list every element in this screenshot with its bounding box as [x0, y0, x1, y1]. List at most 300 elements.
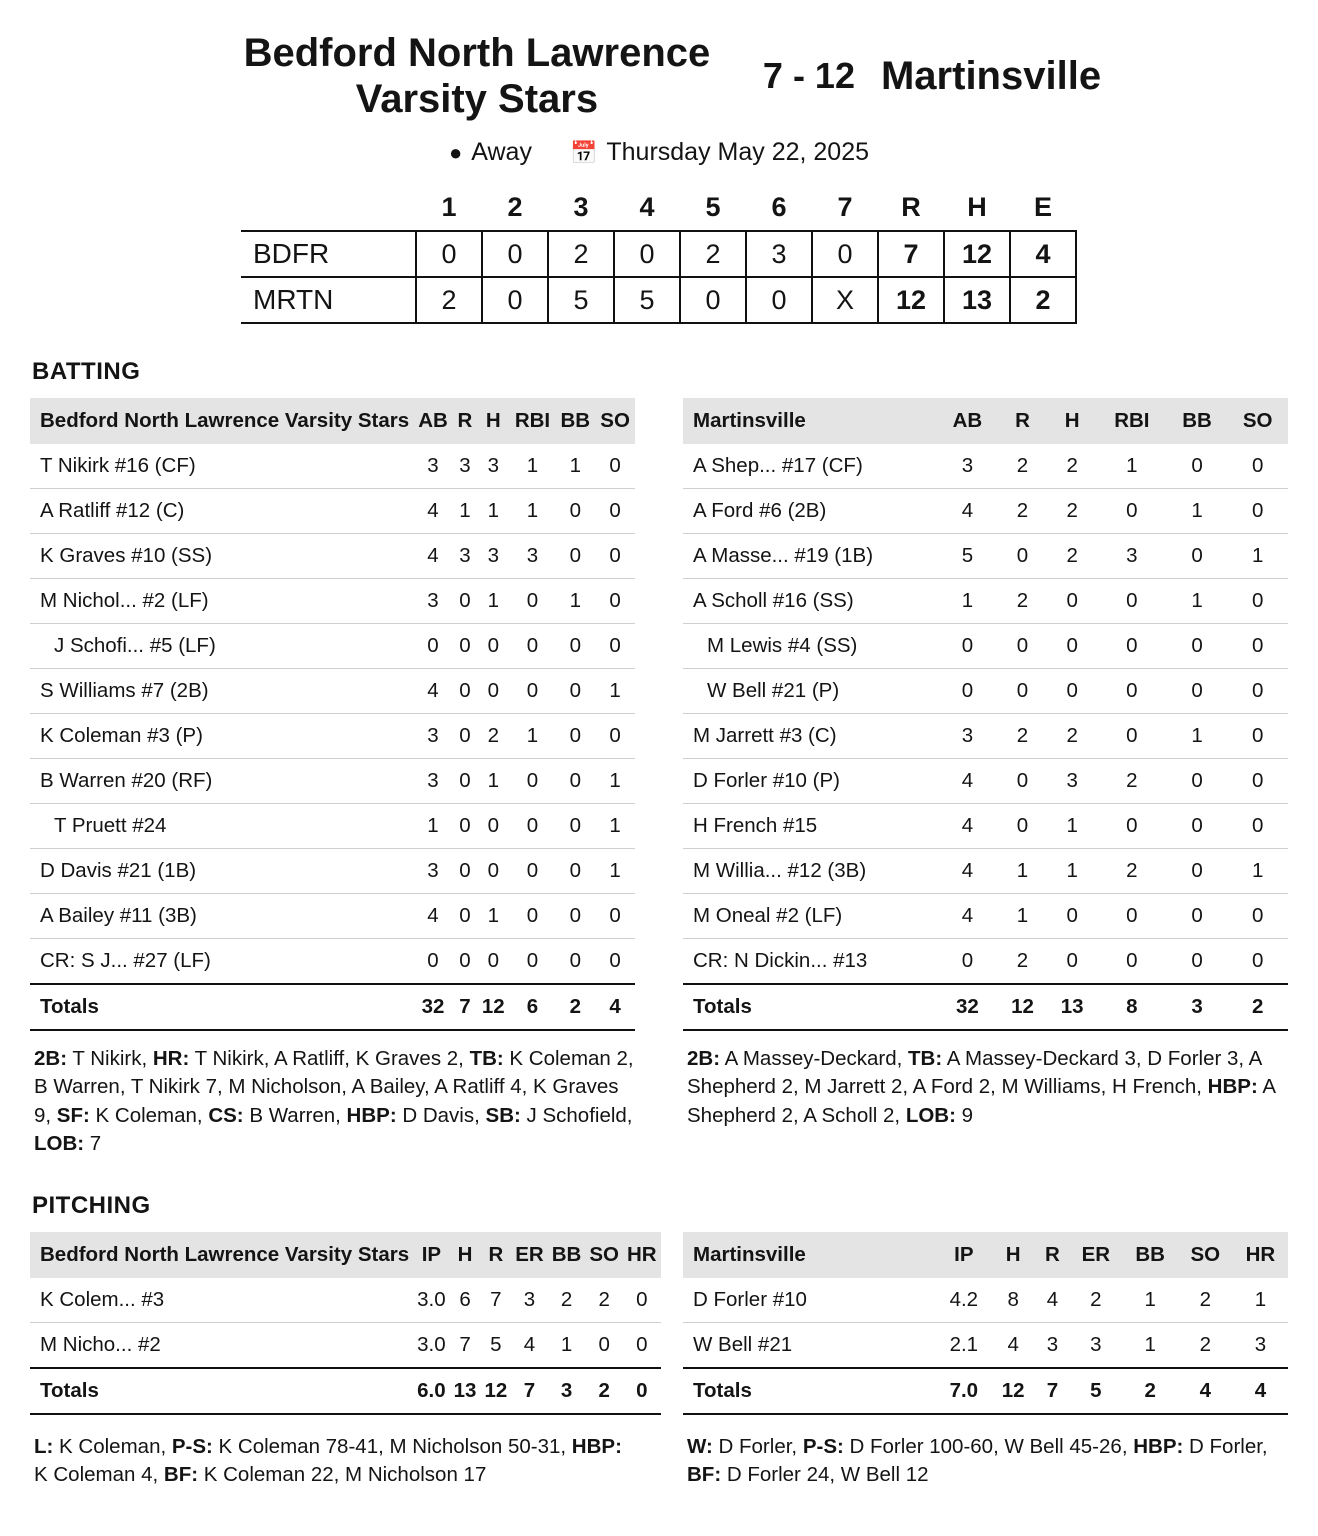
stat-cell: 0 — [998, 624, 1048, 669]
stat-cell: 1 — [1123, 1278, 1178, 1323]
stat-cell: 7 — [480, 1278, 511, 1323]
stat-cell: 0 — [1097, 714, 1167, 759]
stats-team-header: Martinsville — [683, 1232, 937, 1278]
stat-cell: 0 — [510, 669, 556, 714]
table-row — [683, 624, 1288, 669]
stat-cell: 4 — [1036, 1278, 1069, 1323]
player-name-cell: M Willia... #12 (3B) — [683, 849, 937, 894]
totals-cell: 0 — [623, 1368, 661, 1414]
totals-cell: 8 — [1097, 984, 1167, 1030]
stats-column-header: SO — [1178, 1232, 1233, 1278]
player-name-cell: CR: S J... #27 (LF) — [40, 949, 211, 972]
home-team-name: Martinsville — [880, 54, 1102, 98]
totals-cell: 32 — [413, 984, 453, 1030]
linescore-total-cell: 13 — [944, 277, 1010, 323]
stat-cell: 3 — [413, 579, 453, 624]
note-value: 7 — [84, 1131, 102, 1155]
stats-column-header: R — [1036, 1232, 1069, 1278]
note-label: P-S: — [802, 1435, 844, 1459]
table-row — [30, 624, 635, 669]
inning-runs-cell: 0 — [614, 231, 680, 277]
table-row — [30, 1278, 661, 1323]
stat-cell: 3 — [1046, 1333, 1059, 1357]
totals-cell: 12 — [477, 984, 510, 1030]
table-row — [683, 849, 1288, 894]
note-label: CS: — [208, 1103, 244, 1127]
totals-cell: 2 — [1227, 984, 1288, 1030]
player-name-cell: W Bell #21 — [693, 1333, 793, 1357]
note-label: HBP: — [1207, 1075, 1258, 1099]
stat-cell: 0 — [998, 669, 1048, 714]
player-name-cell: A Masse... #19 (1B) — [683, 534, 937, 579]
stat-cell: 4 — [523, 1333, 536, 1357]
stat-cell: 1 — [555, 579, 595, 624]
stat-cell: 3 — [511, 1278, 547, 1323]
inning-runs-cell: 0 — [746, 277, 812, 323]
stat-cell: 3 — [1254, 1333, 1267, 1357]
totals-label: Totals — [30, 1368, 413, 1414]
inning-runs-cell: 5 — [614, 277, 680, 323]
inning-runs-cell: 0 — [482, 231, 548, 277]
table-row — [683, 489, 1288, 534]
stat-cell: 0 — [487, 949, 499, 972]
stat-cell: 0 — [1227, 759, 1288, 804]
player-name-cell: M Jarrett #3 (C) — [683, 714, 937, 759]
note-value: A Massey-Deckard 3, D Forler 3, A Shepherd 2, M Jarrett 2, A Ford 2, M Williams, H French, — [687, 1047, 1262, 1099]
table-row — [30, 759, 635, 804]
stat-cell: 8 — [991, 1278, 1036, 1323]
linescore-container — [30, 185, 1288, 324]
stat-cell: 0 — [555, 669, 595, 714]
table-row — [683, 579, 1288, 624]
inning-runs-cell: 2 — [548, 231, 614, 277]
note-label: L: — [34, 1435, 54, 1459]
stat-cell: 0 — [636, 1333, 648, 1357]
stat-cell: 1 — [510, 489, 556, 534]
totals-cell: 12 — [991, 1368, 1036, 1414]
player-name-cell: K Graves #10 (SS) — [30, 534, 413, 579]
inning-header: 2 — [507, 192, 523, 222]
table-row — [683, 444, 1288, 489]
stat-cell: 0 — [1167, 534, 1228, 579]
stat-cell: 3 — [1090, 1333, 1102, 1357]
stat-cell: 0 — [595, 534, 635, 579]
note-value: J Schofield, — [520, 1103, 633, 1127]
stat-cell: 2 — [998, 489, 1048, 534]
pitching-columns — [30, 1232, 1288, 1490]
table-row — [30, 804, 635, 849]
stat-cell: 0 — [1167, 624, 1228, 669]
stats-column-header: ER — [1069, 1232, 1122, 1278]
inning-runs-cell: X — [812, 277, 878, 323]
stat-cell: 0 — [453, 759, 477, 804]
table-header-row — [683, 1232, 1288, 1278]
player-name-cell: J Schofi... #5 (LF) — [30, 624, 413, 669]
batting-home-table — [683, 398, 1288, 1031]
stat-cell: 4 — [1007, 1333, 1019, 1357]
stat-cell: 0 — [998, 759, 1048, 804]
table-row — [30, 489, 635, 534]
stat-cell: 5 — [937, 534, 998, 579]
stat-cell: 0 — [453, 669, 477, 714]
stat-cell: 0 — [1047, 579, 1097, 624]
stats-column-header: H — [477, 398, 510, 444]
inning-header: 3 — [573, 192, 589, 222]
stat-cell: 0 — [1126, 949, 1138, 972]
stat-cell: 1 — [595, 804, 635, 849]
stat-cell: 1 — [1144, 1333, 1156, 1357]
stats-column-header: R — [998, 398, 1048, 444]
totals-label: Totals — [683, 1368, 937, 1414]
stat-cell: 0 — [1227, 714, 1288, 759]
table-row — [683, 804, 1288, 849]
player-name-cell: M Lewis #4 (SS) — [683, 624, 937, 669]
stat-cell: 2 — [548, 1278, 586, 1323]
stat-cell: 3.0 — [417, 1333, 446, 1357]
stat-cell: 0 — [453, 894, 477, 939]
stat-cell: 4 — [937, 759, 998, 804]
note-label: HR: — [152, 1047, 190, 1070]
stat-cell: 0 — [609, 949, 621, 972]
stat-cell: 0 — [477, 624, 510, 669]
table-row — [30, 894, 635, 939]
totals-cell: 12 — [480, 1368, 511, 1414]
stat-cell: 4 — [413, 534, 453, 579]
stat-cell: 2 — [998, 714, 1048, 759]
stat-cell: 0 — [1227, 669, 1288, 714]
totals-cell: 2 — [585, 1368, 623, 1414]
stat-cell: 3 — [413, 444, 453, 489]
table-row — [683, 939, 1288, 985]
stat-cell: 0 — [1047, 894, 1097, 939]
note-label: HBP: — [1133, 1435, 1184, 1459]
stats-column-header: H — [1047, 398, 1097, 444]
table-row — [30, 714, 635, 759]
pitching-away-notes — [30, 1433, 635, 1490]
player-name-cell: A Scholl #16 (SS) — [683, 579, 937, 624]
totals-cell: 2 — [1123, 1368, 1178, 1414]
stat-cell: 0 — [1227, 624, 1288, 669]
table-row — [30, 669, 635, 714]
stat-cell: 1 — [1233, 1278, 1288, 1323]
totals-cell: 13 — [1047, 984, 1097, 1030]
stat-cell: 0 — [555, 624, 595, 669]
stat-cell: 0 — [1097, 579, 1167, 624]
stat-cell: 0 — [1167, 804, 1228, 849]
stat-cell: 3.0 — [413, 1278, 450, 1323]
player-name-cell: H French #15 — [683, 804, 937, 849]
stat-cell: 4 — [413, 669, 453, 714]
stat-cell: 0 — [555, 714, 595, 759]
stat-cell: 0 — [1227, 894, 1288, 939]
stat-cell: 0 — [453, 579, 477, 624]
stats-column-header: R — [453, 398, 477, 444]
stat-cell: 2 — [1047, 714, 1097, 759]
stat-cell: 2 — [998, 579, 1048, 624]
stat-cell: 2 — [1047, 444, 1097, 489]
stat-cell: 0 — [1227, 804, 1288, 849]
totals-label: Totals — [30, 984, 413, 1030]
stats-column-header: R — [480, 1232, 511, 1278]
stats-column-header: AB — [937, 398, 998, 444]
totals-cell: 6.0 — [413, 1368, 450, 1414]
stat-cell: 0 — [598, 1333, 610, 1357]
stat-cell: 0 — [1167, 849, 1228, 894]
stat-cell: 1 — [555, 444, 595, 489]
linescore-total-cell: 12 — [944, 231, 1010, 277]
stats-column-header: SO — [1227, 398, 1288, 444]
stat-cell: 0 — [1167, 444, 1228, 489]
table-header-row — [30, 1232, 661, 1278]
stat-cell: 0 — [526, 949, 539, 972]
note-label: LOB: — [34, 1131, 85, 1155]
stat-cell: 1 — [595, 759, 635, 804]
note-value: D Davis, — [396, 1103, 486, 1127]
stat-cell: 0 — [1047, 624, 1097, 669]
stats-column-header: RBI — [1097, 398, 1167, 444]
totals-cell: 32 — [937, 984, 998, 1030]
totals-cell: 2 — [555, 984, 595, 1030]
stat-cell: 0 — [555, 804, 595, 849]
note-label: 2B: — [687, 1047, 721, 1070]
totals-row — [30, 984, 635, 1030]
stat-cell: 0 — [555, 894, 595, 939]
linescore-total-cell: 12 — [878, 277, 944, 323]
stat-cell: 4 — [937, 849, 998, 894]
inning-runs-cell: 2 — [680, 231, 746, 277]
table-row — [683, 714, 1288, 759]
stat-cell: 1 — [1167, 489, 1228, 534]
stat-cell: 3 — [413, 714, 453, 759]
stat-cell: 1 — [1167, 579, 1228, 624]
stat-cell: 3 — [453, 534, 477, 579]
totals-cell: 4 — [1233, 1368, 1288, 1414]
player-name-cell: M Nichol... #2 (LF) — [30, 579, 413, 624]
table-row — [683, 1323, 1288, 1369]
stat-cell: 0 — [477, 804, 510, 849]
note-label: TB: — [469, 1047, 504, 1070]
linescore-row — [241, 231, 1076, 277]
player-name-cell: D Davis #21 (1B) — [30, 849, 413, 894]
stat-cell: 1 — [1047, 849, 1097, 894]
linescore-total-header: R — [901, 192, 921, 222]
stat-cell: 0 — [595, 624, 635, 669]
stat-cell: 1 — [998, 849, 1048, 894]
stat-cell: 1 — [937, 579, 998, 624]
stat-cell: 3 — [937, 714, 998, 759]
linescore-team-abbr: BDFR — [241, 231, 416, 277]
note-label: HBP: — [346, 1103, 397, 1127]
stat-cell: 2 — [585, 1278, 623, 1323]
stat-cell: 0 — [477, 849, 510, 894]
inning-runs-cell: 5 — [548, 277, 614, 323]
batting-columns — [30, 398, 1288, 1158]
stat-cell: 0 — [1097, 669, 1167, 714]
stat-cell: 0 — [595, 489, 635, 534]
stat-cell: 0 — [413, 624, 453, 669]
note-label: SB: — [485, 1103, 521, 1127]
pitching-home-column — [683, 1232, 1288, 1490]
stat-cell: 4 — [937, 489, 998, 534]
inning-header: 1 — [441, 192, 457, 222]
stat-cell: 1 — [1047, 804, 1097, 849]
stat-cell: 0 — [961, 949, 974, 972]
stat-cell: 4 — [937, 894, 998, 939]
stat-cell: 1 — [453, 489, 477, 534]
stat-cell: 0 — [555, 489, 595, 534]
totals-cell: 12 — [998, 984, 1048, 1030]
stat-cell: 0 — [453, 624, 477, 669]
linescore-total-header: H — [967, 192, 987, 222]
player-name-cell: A Ratliff #12 (C) — [30, 489, 413, 534]
stat-cell: 2 — [1069, 1278, 1122, 1323]
player-name-cell: CR: N Dickin... #13 — [693, 949, 868, 972]
note-value: A Massey-Deckard, — [720, 1047, 909, 1070]
table-row — [683, 534, 1288, 579]
stats-column-header: ER — [511, 1232, 547, 1278]
inning-runs-cell: 3 — [746, 231, 812, 277]
stats-column-header: BB — [555, 398, 595, 444]
stat-cell: 1 — [477, 759, 510, 804]
note-label: HBP: — [571, 1435, 622, 1459]
table-row — [683, 894, 1288, 939]
player-name-cell: W Bell #21 (P) — [683, 669, 937, 714]
stat-cell: 0 — [1227, 579, 1288, 624]
pitching-away-column — [30, 1232, 657, 1490]
calendar-icon: 📅 — [569, 139, 598, 165]
stats-column-header: BB — [548, 1232, 586, 1278]
table-row — [683, 669, 1288, 714]
linescore-row — [241, 277, 1076, 323]
linescore-total-cell: 7 — [878, 231, 944, 277]
stats-column-header: IP — [937, 1232, 990, 1278]
date-meta — [570, 138, 869, 167]
linescore-team-abbr: MRTN — [241, 277, 416, 323]
stat-cell: 3 — [937, 444, 998, 489]
inning-header: 7 — [837, 192, 853, 222]
stat-cell: 0 — [1167, 894, 1228, 939]
stat-cell: 2 — [1047, 534, 1097, 579]
stat-cell: 1 — [477, 894, 510, 939]
inning-runs-cell: 0 — [680, 277, 746, 323]
inning-runs-cell: 0 — [812, 231, 878, 277]
player-name-cell: D Forler #10 (P) — [683, 759, 937, 804]
totals-cell: 6 — [510, 984, 556, 1030]
stat-cell: 0 — [1167, 759, 1228, 804]
player-name-cell: S Williams #7 (2B) — [30, 669, 413, 714]
linescore-header-row — [241, 185, 1076, 231]
player-name-cell: M Oneal #2 (LF) — [683, 894, 937, 939]
player-name-cell: D Forler #10 — [683, 1278, 937, 1323]
note-value: K Coleman 22, M Nicholson 17 — [198, 1463, 487, 1487]
stats-column-header: IP — [413, 1232, 450, 1278]
stats-column-header: RBI — [510, 398, 556, 444]
note-value: B Warren, — [243, 1103, 347, 1127]
stat-cell: 3 — [477, 534, 510, 579]
stat-cell: 1 — [477, 579, 510, 624]
stat-cell: 3 — [1047, 759, 1097, 804]
stat-cell: 3 — [1097, 534, 1167, 579]
note-value: T Nikirk, A Ratliff, K Graves 2, — [189, 1047, 470, 1070]
stat-cell: 0 — [595, 579, 635, 624]
player-name-cell: M Nicho... #2 — [40, 1333, 161, 1357]
totals-cell: 5 — [1069, 1368, 1122, 1414]
stat-cell: 2 — [1097, 849, 1167, 894]
player-name-cell: T Pruett #24 — [30, 804, 413, 849]
stat-cell: 3 — [413, 849, 453, 894]
stat-cell: 2 — [1199, 1333, 1211, 1357]
player-name-cell: A Ford #6 (2B) — [683, 489, 937, 534]
table-header-row — [30, 398, 635, 444]
linescore-total-header: E — [1033, 192, 1052, 222]
stat-cell: 0 — [555, 849, 595, 894]
stat-cell: 1 — [560, 1333, 573, 1357]
stat-cell: 3 — [510, 534, 556, 579]
stat-cell: 0 — [1047, 669, 1097, 714]
inning-runs-cell: 0 — [482, 277, 548, 323]
stat-cell: 1 — [1097, 444, 1167, 489]
player-name-cell: K Colem... #3 — [30, 1278, 413, 1323]
stat-cell: 0 — [510, 579, 556, 624]
stat-cell: 2 — [998, 444, 1048, 489]
batting-home-column — [683, 398, 1288, 1158]
totals-cell: 7 — [453, 984, 477, 1030]
totals-cell: 4 — [1178, 1368, 1233, 1414]
stats-column-header: BB — [1167, 398, 1228, 444]
stats-team-header: Bedford North Lawrence Varsity Stars — [30, 1232, 413, 1278]
note-value: K Coleman, — [89, 1103, 209, 1127]
game-meta — [30, 138, 1288, 167]
totals-cell: 13 — [450, 1368, 481, 1414]
stat-cell: 0 — [937, 669, 998, 714]
map-pin-icon: ●︎ — [448, 139, 463, 165]
stats-column-header: H — [450, 1232, 481, 1278]
pitching-home-notes — [683, 1433, 1288, 1490]
stat-cell: 2 — [1178, 1278, 1233, 1323]
note-value: K Coleman 4, — [34, 1463, 164, 1487]
player-name-cell: T Nikirk #16 (CF) — [30, 444, 413, 489]
stat-cell: 1 — [595, 849, 635, 894]
stat-cell: 0 — [1097, 489, 1167, 534]
stat-cell: 0 — [459, 949, 471, 972]
stat-cell: 3 — [413, 759, 453, 804]
stat-cell: 1 — [595, 669, 635, 714]
totals-row — [30, 1368, 661, 1414]
stat-cell: 5 — [490, 1333, 502, 1357]
stat-cell: 6 — [450, 1278, 481, 1323]
stat-cell: 2 — [1097, 759, 1167, 804]
stats-column-header: AB — [413, 398, 453, 444]
linescore-corner — [241, 185, 416, 231]
note-value: D Forler, — [712, 1435, 803, 1459]
stats-team-header: Bedford North Lawrence Varsity Stars — [30, 398, 413, 444]
player-name-cell: A Shep... #17 (CF) — [683, 444, 937, 489]
note-value: K Coleman, — [53, 1435, 172, 1459]
stat-cell: 0 — [998, 804, 1048, 849]
inning-header: 6 — [771, 192, 787, 222]
table-row — [30, 939, 635, 985]
stat-cell: 0 — [1097, 894, 1167, 939]
stat-cell: 1 — [477, 489, 510, 534]
stat-cell: 1 — [1227, 534, 1288, 579]
totals-cell: 7 — [1036, 1368, 1069, 1414]
batting-home-notes — [683, 1045, 1288, 1130]
note-label: LOB: — [905, 1103, 956, 1127]
stat-cell: 4 — [413, 489, 453, 534]
stat-cell: 1 — [1227, 849, 1288, 894]
stat-cell: 0 — [453, 804, 477, 849]
note-value: D Forler, — [1183, 1435, 1268, 1459]
